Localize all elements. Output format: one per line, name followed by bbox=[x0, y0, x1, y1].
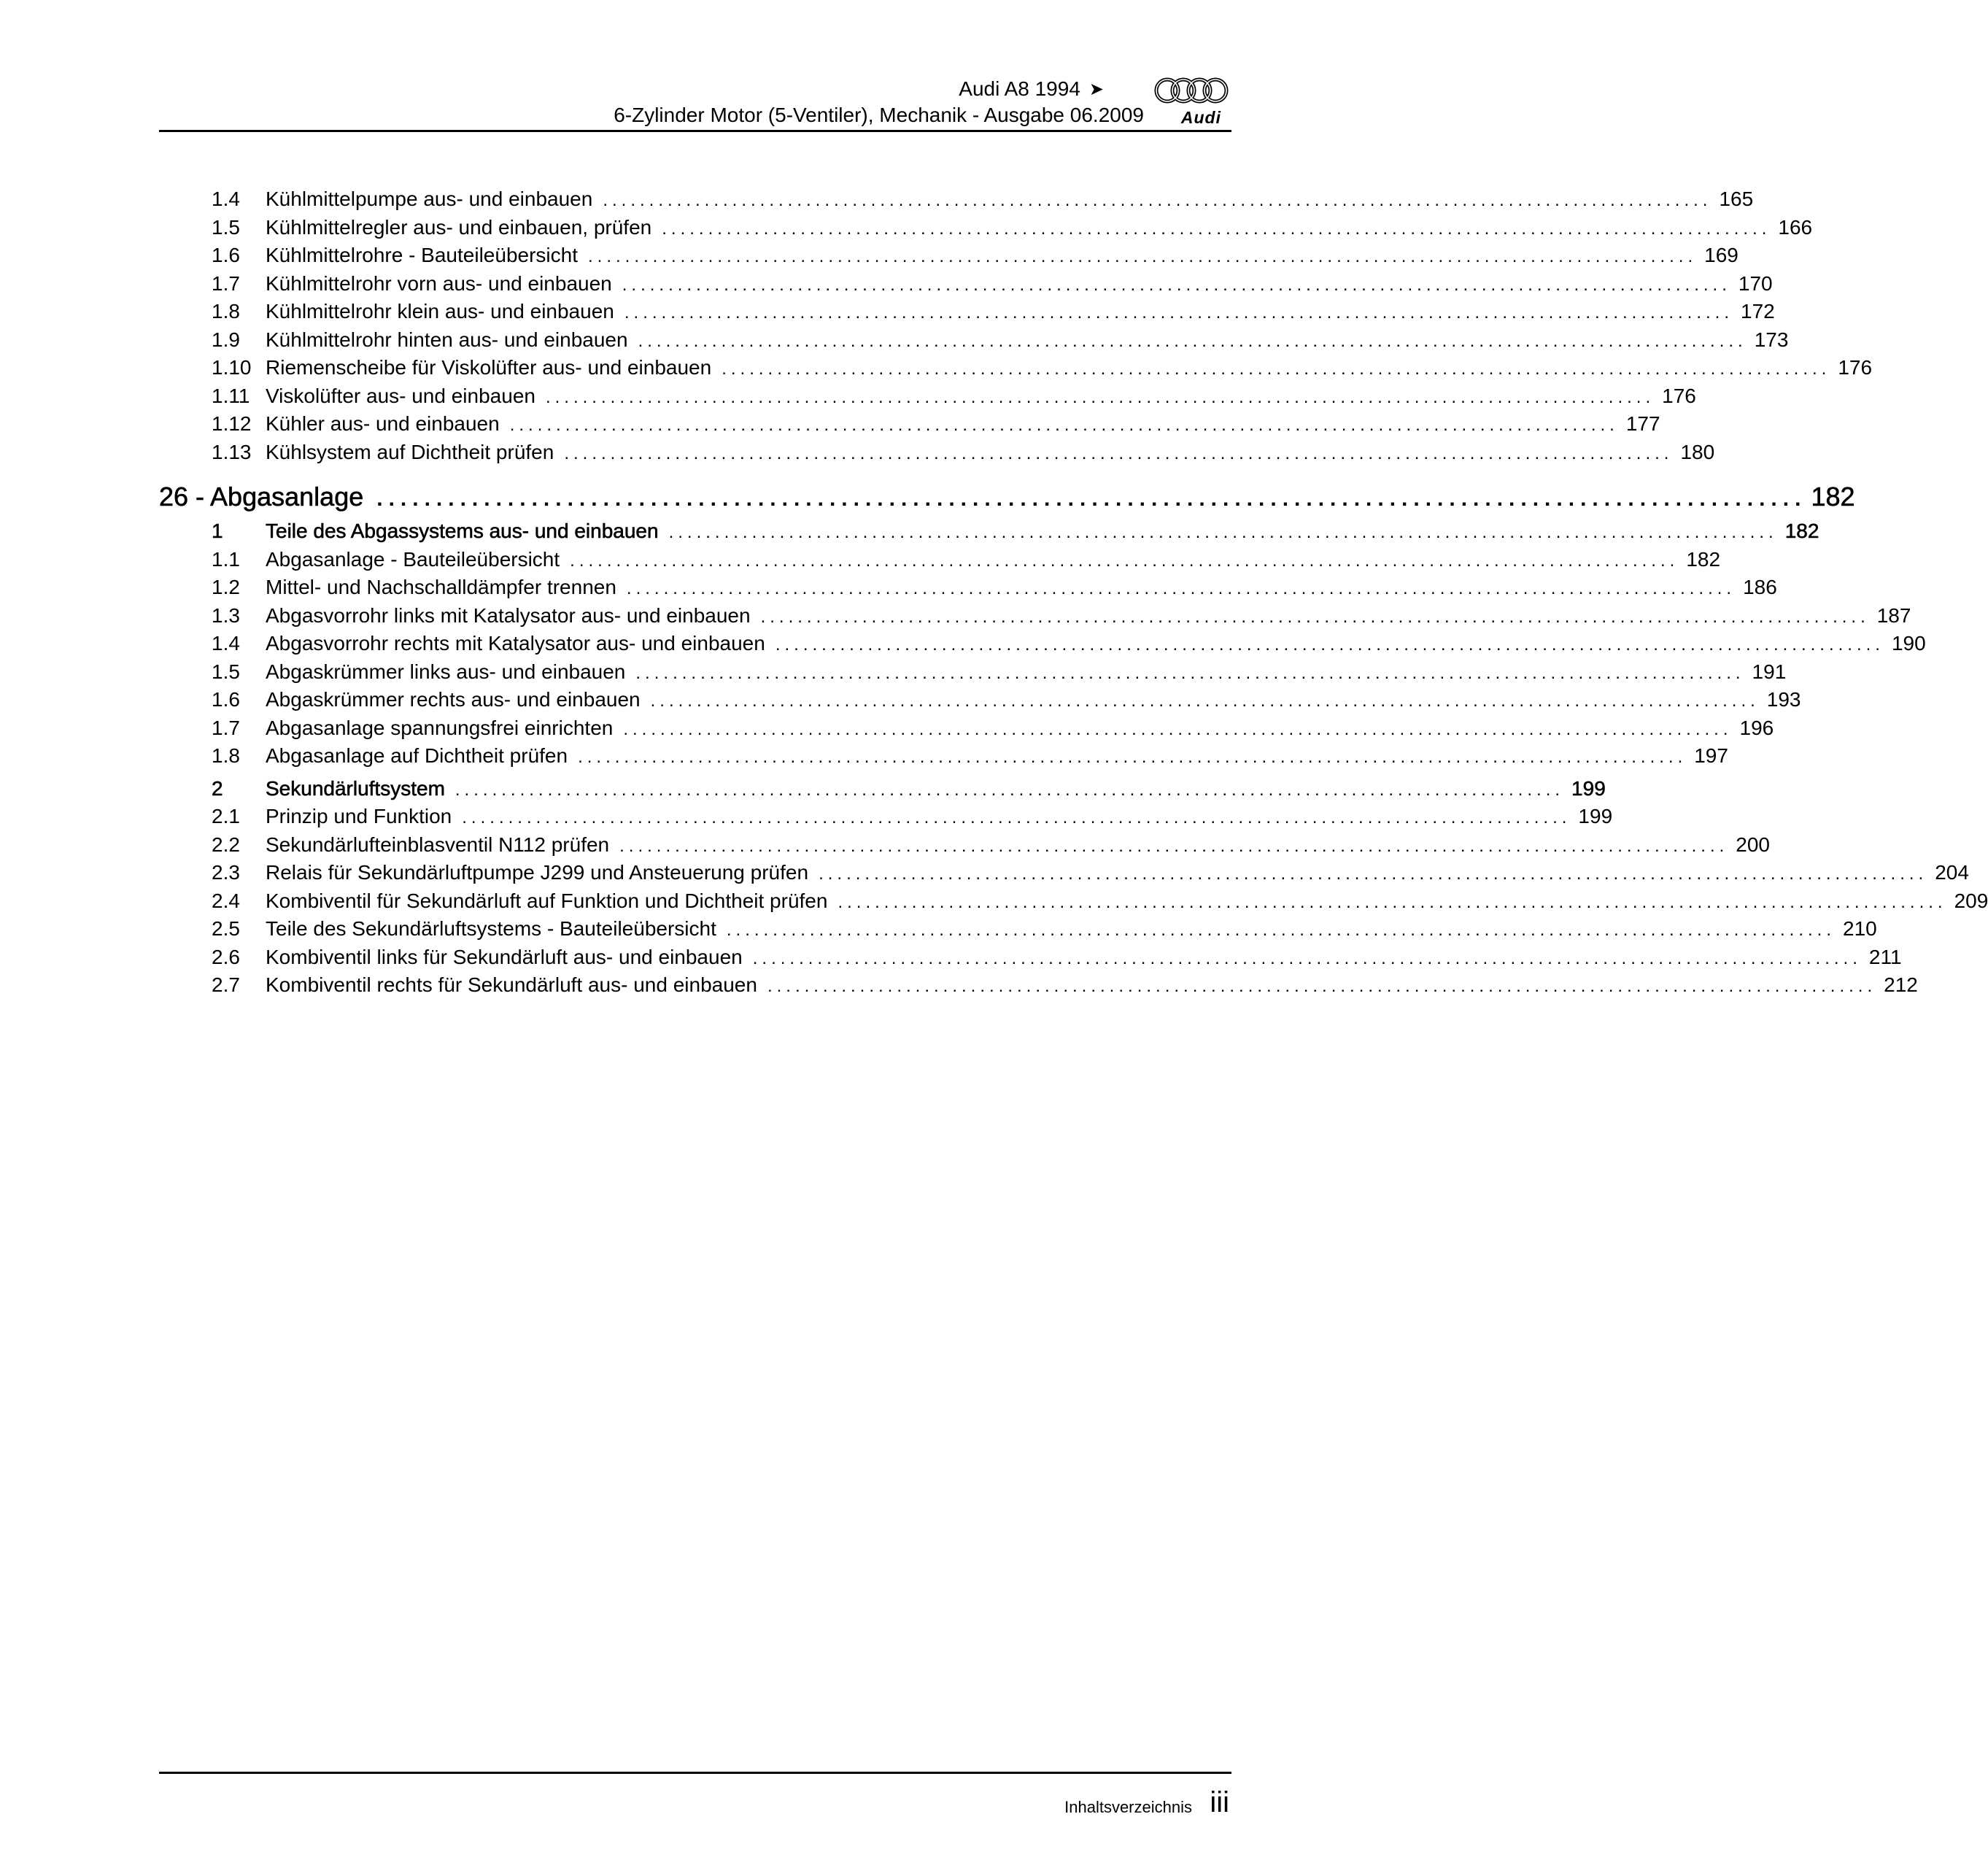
toc-entry[interactable] bbox=[159, 354, 1873, 382]
dot-leader: ........................................................................................................................ bbox=[819, 864, 1928, 884]
dot-leader: ........................................................................................................................ bbox=[767, 976, 1877, 996]
toc-entry[interactable] bbox=[159, 410, 1660, 439]
toc-entry-page: 197 bbox=[1694, 744, 1728, 767]
dot-leader: ........................................................................................................................ bbox=[726, 920, 1836, 940]
dot-leader: ........................................................................................................................ bbox=[455, 779, 1565, 800]
audi-rings-icon bbox=[1153, 76, 1231, 105]
footer-rule bbox=[159, 1772, 1231, 1774]
toc-section-page: 199 bbox=[1571, 776, 1606, 800]
toc-entry-title: Abgaskrümmer links aus- und einbauen bbox=[266, 660, 626, 683]
toc-entry-page: 212 bbox=[1884, 973, 1918, 996]
toc-entry[interactable] bbox=[159, 971, 1918, 1000]
toc-entry-number: 1.6 bbox=[212, 244, 240, 266]
toc-entry-number: 1.8 bbox=[212, 300, 240, 323]
toc-entry-number: 2.4 bbox=[212, 889, 240, 912]
toc-entry-page: 200 bbox=[1736, 833, 1770, 856]
toc-entry[interactable] bbox=[159, 658, 1787, 687]
toc-entry-page: 172 bbox=[1741, 300, 1775, 323]
toc-entry-title: Kühlmittelregler aus- und einbauen, prüfen bbox=[266, 215, 652, 239]
audi-logo bbox=[1153, 76, 1231, 127]
toc-section-number: 2 bbox=[212, 776, 223, 800]
toc-entry[interactable] bbox=[159, 326, 1789, 355]
toc-entry-number: 1.13 bbox=[212, 440, 252, 463]
toc-entry-page: 193 bbox=[1766, 688, 1801, 711]
dot-leader: ........................................................................................................................ bbox=[622, 274, 1731, 295]
toc-entry-page: 210 bbox=[1843, 917, 1877, 940]
toc-section-title: Sekundärluftsystem bbox=[266, 776, 445, 800]
toc-entry-title: Viskolüfter aus- und einbauen bbox=[266, 384, 535, 407]
toc-entry-title: Abgasanlage spannungsfrei einrichten bbox=[266, 716, 614, 739]
dot-leader: ........................................................................................................................ bbox=[626, 579, 1736, 598]
toc-entry-number: 1.4 bbox=[212, 188, 240, 210]
toc-entry-page: 166 bbox=[1778, 215, 1813, 239]
toc-group-cooling bbox=[159, 185, 1873, 466]
dot-leader: ........................................................................................................................ bbox=[462, 808, 1571, 827]
toc-chapter-page: 182 bbox=[1811, 482, 1855, 512]
toc-entry-number: 1.12 bbox=[212, 412, 252, 435]
toc-entry-page: 209 bbox=[1954, 889, 1988, 912]
toc-entry[interactable] bbox=[159, 242, 1738, 270]
toc-entry-page: 182 bbox=[1686, 547, 1721, 571]
toc-section-heading[interactable] bbox=[159, 775, 1606, 803]
toc-entry-title: Kühlmittelrohr vorn aus- und einbauen bbox=[266, 271, 612, 295]
header-title: Audi A8 1994 bbox=[959, 77, 1080, 100]
dot-leader: ........................................................................................................................ bbox=[376, 487, 1807, 511]
toc-entry[interactable] bbox=[159, 630, 1926, 658]
toc-entry-page: 190 bbox=[1891, 632, 1926, 655]
toc-entry[interactable] bbox=[159, 887, 1988, 916]
toc-entry-number: 1.2 bbox=[212, 576, 240, 598]
toc-entry-number: 1.1 bbox=[212, 547, 240, 571]
dot-leader: ........................................................................................................................ bbox=[578, 747, 1687, 767]
dot-leader: ........................................................................................................................ bbox=[635, 663, 1745, 683]
toc-entry-title: Kühlmittelrohre - Bauteileübersicht bbox=[266, 244, 578, 266]
toc-entry-page: 173 bbox=[1754, 328, 1789, 351]
toc-entry-page: 169 bbox=[1704, 244, 1738, 266]
dot-leader: ........................................................................................................................ bbox=[838, 892, 1947, 912]
toc-entry-number: 1.7 bbox=[212, 716, 240, 739]
dot-leader: ........................................................................................................................ bbox=[587, 247, 1698, 266]
toc-entry-page: 176 bbox=[1838, 356, 1873, 379]
toc-entry-page: 176 bbox=[1662, 384, 1696, 407]
toc-section-number: 1 bbox=[212, 520, 223, 542]
toc-entry-page: 177 bbox=[1625, 412, 1660, 435]
toc-entry[interactable] bbox=[159, 859, 1969, 887]
arrow-icon: ➤ bbox=[1088, 79, 1104, 99]
toc-entry-number: 1.5 bbox=[212, 215, 240, 239]
toc-entry-title: Riemenscheibe für Viskolüfter aus- und einbauen bbox=[266, 356, 712, 379]
dot-leader: ........................................................................................................................ bbox=[545, 387, 1655, 407]
toc-entry-number: 1.11 bbox=[212, 384, 250, 407]
toc-entry-number: 1.5 bbox=[212, 660, 240, 683]
toc-entry-title: Prinzip und Funktion bbox=[266, 805, 452, 827]
toc-entry-title: Kühlmittelrohr hinten aus- und einbauen bbox=[266, 328, 628, 351]
toc-entry-title: Abgasvorrohr rechts mit Katalysator aus- und einbauen bbox=[266, 632, 765, 655]
toc-entry[interactable] bbox=[159, 439, 1715, 467]
toc-entry-page: 204 bbox=[1935, 861, 1969, 884]
toc-entry-number: 2.5 bbox=[212, 917, 240, 940]
dot-leader: ........................................................................................................................ bbox=[619, 835, 1729, 856]
toc-entry-number: 2.2 bbox=[212, 833, 240, 856]
toc-entry[interactable] bbox=[159, 714, 1774, 743]
toc-entry[interactable] bbox=[159, 943, 1902, 972]
header-subtitle: 6-Zylinder Motor (5-Ventiler), Mechanik - Ausgabe 06.2009 bbox=[614, 104, 1144, 126]
toc-entry-page: 170 bbox=[1738, 271, 1773, 295]
toc-section-heading[interactable] bbox=[159, 517, 1819, 546]
dot-leader: ........................................................................................................................ bbox=[722, 359, 1831, 379]
toc-entry-number: 2.1 bbox=[212, 805, 240, 827]
toc-entry[interactable] bbox=[159, 382, 1696, 411]
toc-entry-page: 187 bbox=[1876, 603, 1911, 627]
toc-entry-title: Abgaskrümmer rechts aus- und einbauen bbox=[266, 688, 641, 711]
toc-group-section2 bbox=[159, 803, 1988, 1000]
toc-entry-title: Mittel- und Nachschalldämpfer trennen bbox=[266, 576, 616, 598]
toc-chapter[interactable] bbox=[159, 476, 1855, 517]
toc-entry-number: 2.3 bbox=[212, 861, 240, 884]
toc-entry-page: 180 bbox=[1680, 440, 1715, 463]
toc-entry-number: 1.7 bbox=[212, 271, 240, 295]
toc-entry-title: Sekundärlufteinblasventil N112 prüfen bbox=[266, 833, 610, 856]
header-rule bbox=[159, 130, 1231, 132]
dot-leader: ........................................................................................................................ bbox=[509, 415, 1619, 435]
toc-chapter-title: 26 - Abgasanlage bbox=[159, 482, 364, 512]
toc-section-title: Teile des Abgassystems aus- und einbauen bbox=[266, 520, 659, 542]
toc-entry-page: 165 bbox=[1719, 188, 1754, 210]
footer-label: Inhaltsverzeichnis bbox=[1064, 1798, 1192, 1816]
toc-entry-number: 1.9 bbox=[212, 328, 240, 351]
toc-section-page: 182 bbox=[1784, 520, 1819, 542]
dot-leader: ........................................................................................................................ bbox=[623, 719, 1733, 739]
toc-entry-number: 1.4 bbox=[212, 632, 240, 655]
dot-leader: ........................................................................................................................ bbox=[638, 331, 1747, 351]
toc-entry[interactable] bbox=[159, 686, 1801, 714]
toc-group-section1 bbox=[159, 546, 1926, 771]
toc-entry[interactable] bbox=[159, 831, 1770, 860]
dot-leader: ........................................................................................................................ bbox=[668, 522, 1778, 542]
table-of-contents bbox=[159, 185, 1988, 1000]
toc-entry-title: Abgasanlage auf Dichtheit prüfen bbox=[266, 744, 568, 767]
toc-entry-title: Abgasvorrohr links mit Katalysator aus- und einbauen bbox=[266, 603, 751, 627]
toc-entry-number: 1.3 bbox=[212, 603, 240, 627]
dot-leader: ........................................................................................................................ bbox=[760, 606, 1870, 627]
dot-leader: ........................................................................................................................ bbox=[564, 443, 1674, 463]
toc-entry-title: Kühlmittelrohr klein aus- und einbauen bbox=[266, 300, 614, 323]
dot-leader: ........................................................................................................................ bbox=[662, 218, 1771, 239]
toc-entry[interactable] bbox=[159, 546, 1721, 574]
toc-entry-page: 186 bbox=[1743, 576, 1777, 598]
toc-entry-number: 1.10 bbox=[212, 356, 252, 379]
dot-leader: ........................................................................................................................ bbox=[775, 635, 1884, 655]
toc-entry[interactable] bbox=[159, 298, 1775, 326]
toc-entry[interactable] bbox=[159, 915, 1877, 943]
audi-logo-text: Audi bbox=[1180, 108, 1221, 127]
dot-leader: ........................................................................................................................ bbox=[650, 691, 1760, 711]
dot-leader: ........................................................................................................................ bbox=[603, 190, 1712, 210]
toc-entry-page: 191 bbox=[1752, 660, 1787, 683]
toc-entry-title: Teile des Sekundärluftsystems - Bauteileübersicht bbox=[266, 917, 716, 940]
toc-entry-page: 196 bbox=[1739, 716, 1774, 739]
toc-entry-page: 199 bbox=[1578, 805, 1613, 827]
toc-entry[interactable] bbox=[159, 742, 1728, 771]
toc-entry-title: Kühler aus- und einbauen bbox=[266, 412, 500, 435]
toc-entry-title: Kombiventil für Sekundärluft auf Funktion und Dichtheit prüfen bbox=[266, 889, 828, 912]
toc-entry[interactable] bbox=[159, 214, 1813, 242]
dot-leader: ........................................................................................................................ bbox=[570, 550, 1679, 571]
toc-entry-page: 211 bbox=[1868, 945, 1902, 968]
toc-entry-title: Abgasanlage - Bauteileübersicht bbox=[266, 547, 560, 571]
toc-entry-title: Relais für Sekundärluftpumpe J299 und Ansteuerung prüfen bbox=[266, 861, 809, 884]
toc-entry-title: Kombiventil links für Sekundärluft aus- und einbauen bbox=[266, 945, 743, 968]
header-title-line bbox=[959, 77, 1104, 101]
toc-entry-title: Kombiventil rechts für Sekundärluft aus- und einbauen bbox=[266, 973, 757, 996]
toc-entry[interactable] bbox=[159, 574, 1777, 602]
toc-entry[interactable] bbox=[159, 803, 1613, 831]
toc-entry-title: Kühlmittelpumpe aus- und einbauen bbox=[266, 188, 593, 210]
toc-entry-title: Kühlsystem auf Dichtheit prüfen bbox=[266, 440, 554, 463]
toc-entry-number: 2.6 bbox=[212, 945, 240, 968]
toc-entry[interactable] bbox=[159, 185, 1754, 214]
toc-entry[interactable] bbox=[159, 270, 1773, 298]
toc-entry-number: 1.6 bbox=[212, 688, 240, 711]
page-header bbox=[159, 70, 1231, 133]
footer-page-number: iii bbox=[1210, 1786, 1229, 1818]
dot-leader: ........................................................................................................................ bbox=[752, 948, 1862, 968]
dot-leader: ........................................................................................................................ bbox=[624, 303, 1734, 323]
toc-entry[interactable] bbox=[159, 602, 1911, 630]
toc-entry-number: 1.8 bbox=[212, 744, 240, 767]
toc-entry-number: 2.7 bbox=[212, 973, 240, 996]
